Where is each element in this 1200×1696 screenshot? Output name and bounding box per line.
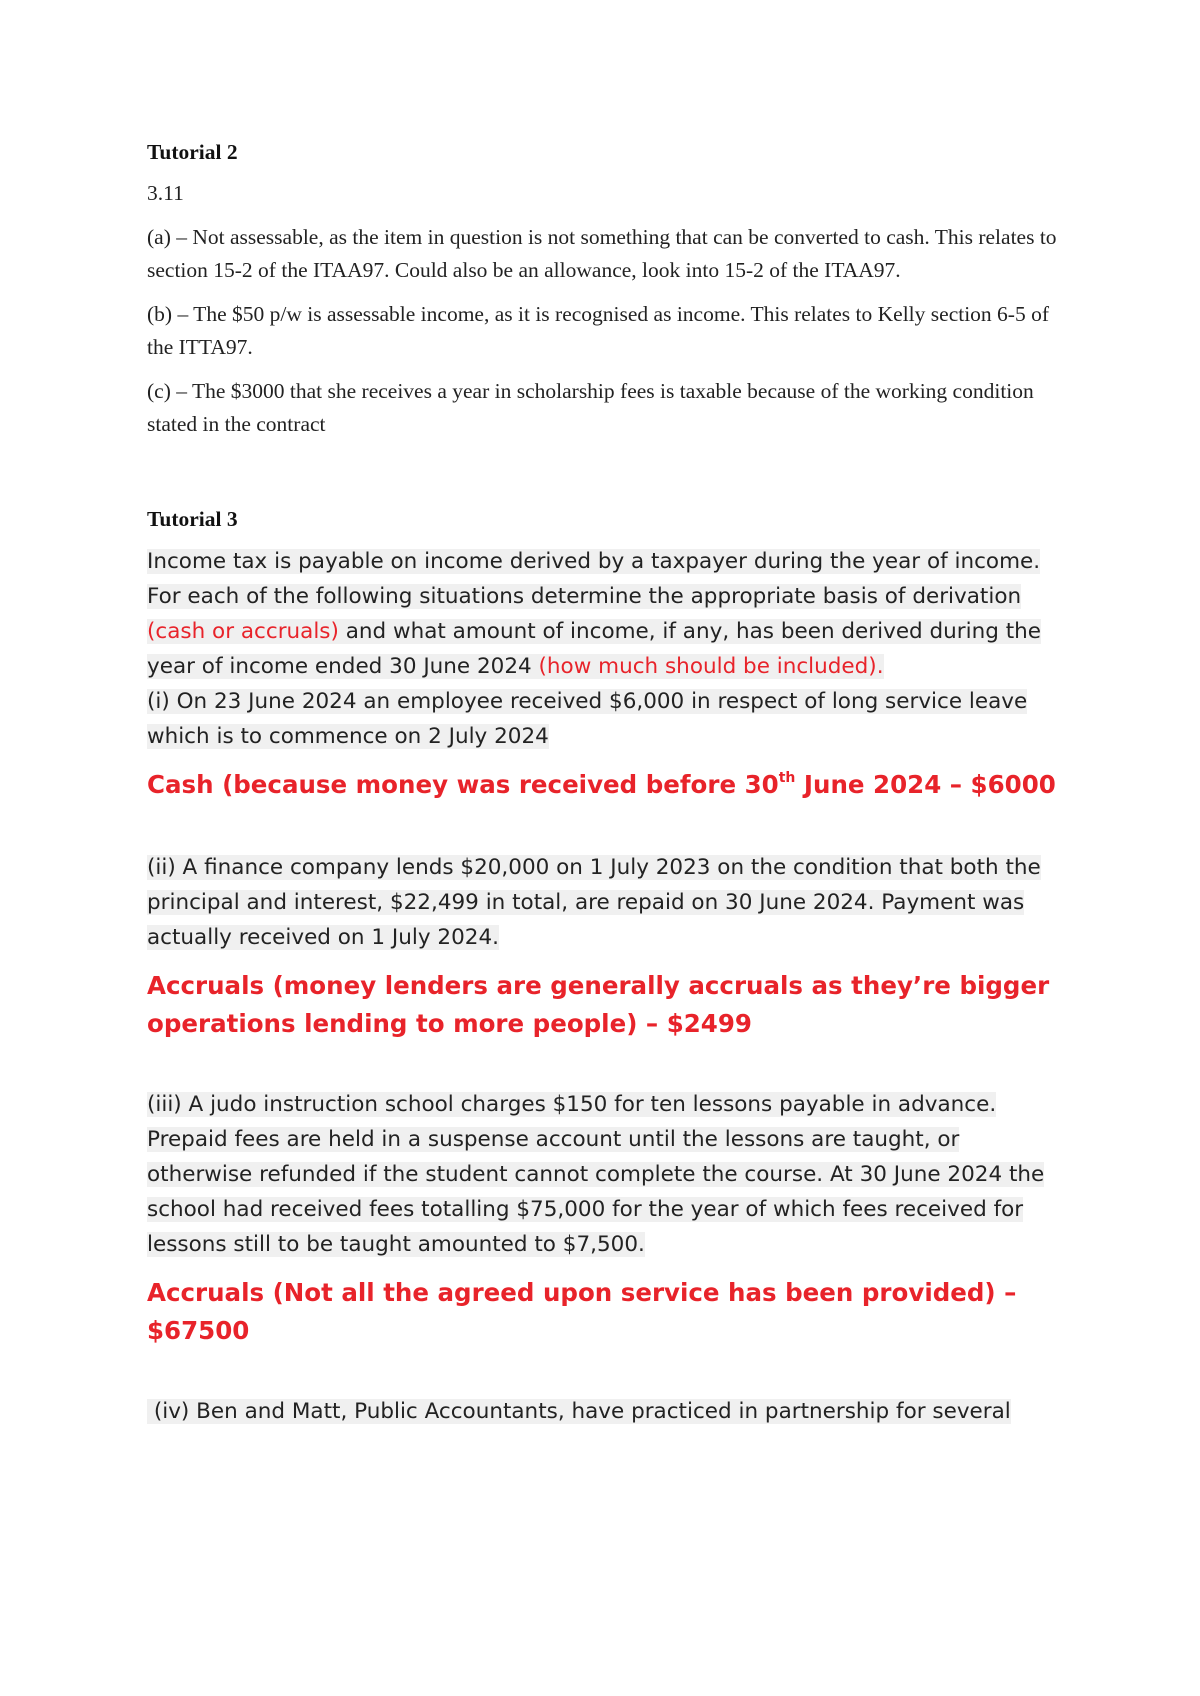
question-ii-text: (ii) A finance company lends $20,000 on 1 July 2023 on the condition that both the principal and interest, $22,499 in total, are repaid on 30 June 2024. Payment was actually received on 1 July 2024.: [147, 855, 1041, 950]
question-iv: [147, 1394, 1067, 1429]
document-page: [147, 140, 1067, 1429]
question-iv-text: (iv) Ben and Matt, Public Accountants, have practiced in partnership for several: [147, 1399, 1011, 1424]
tutorial-2-heading: Tutorial 2: [147, 140, 238, 164]
intro-note-how-much: (how much should be included).: [538, 654, 884, 679]
question-ii: [147, 850, 1067, 955]
answer-b: (b) – The $50 p/w is assessable income, as it is recognised as income. This relates to Kelly section 6-5 of the ITTA97.: [147, 302, 1050, 359]
intro-text-part-1: Income tax is payable on income derived by a taxpayer during the year of income. For each of the following situations determine the appropriate basis of derivation: [147, 549, 1041, 609]
question-i: [147, 684, 1067, 754]
question-iii: [147, 1087, 1067, 1262]
question-number: 3.11: [147, 181, 184, 205]
answer-i: [147, 766, 1067, 804]
answer-i-text-start: Cash (because money was received before 30: [147, 770, 779, 799]
answer-i-text-end: June 2024 – $6000: [795, 770, 1056, 799]
question-iii-text: (iii) A judo instruction school charges $150 for ten lessons payable in advance. Prepaid fees are held in a suspense account until the lessons are taught, or otherwise refunded if the student cannot complete the course. At 30 June 2024 the school had received fees totalling $75,000 for the year of which fees received for lessons still to be taught amounted to $7,500.: [147, 1092, 1045, 1257]
question-i-text: (i) On 23 June 2024 an employee received $6,000 in respect of long service leave which is to commence on 2 July 2024: [147, 689, 1028, 749]
intro-note-cash-or-accruals: (cash or accruals): [147, 619, 339, 644]
answer-c: (c) – The $3000 that she receives a year in scholarship fees is taxable because of the working condition stated in the contract: [147, 379, 1034, 436]
answer-iii: Accruals (Not all the agreed upon service has been provided) – $67500: [147, 1278, 1017, 1345]
answer-i-superscript: th: [778, 770, 796, 786]
answer-ii: Accruals (money lenders are generally accruals as they’re bigger operations lending to more people) – $2499: [147, 971, 1050, 1038]
tutorial-3-intro: [147, 544, 1067, 684]
answer-a: (a) – Not assessable, as the item in question is not something that can be converted to cash. This relates to section 15-2 of the ITAA97. Could also be an allowance, look into 15-2 of the ITAA97.: [147, 225, 1057, 282]
intro-text-part-2: and what amount of income, if any, has been derived during the year of income ended 30 June 2024: [147, 619, 1042, 679]
tutorial-3-heading: Tutorial 3: [147, 507, 238, 531]
